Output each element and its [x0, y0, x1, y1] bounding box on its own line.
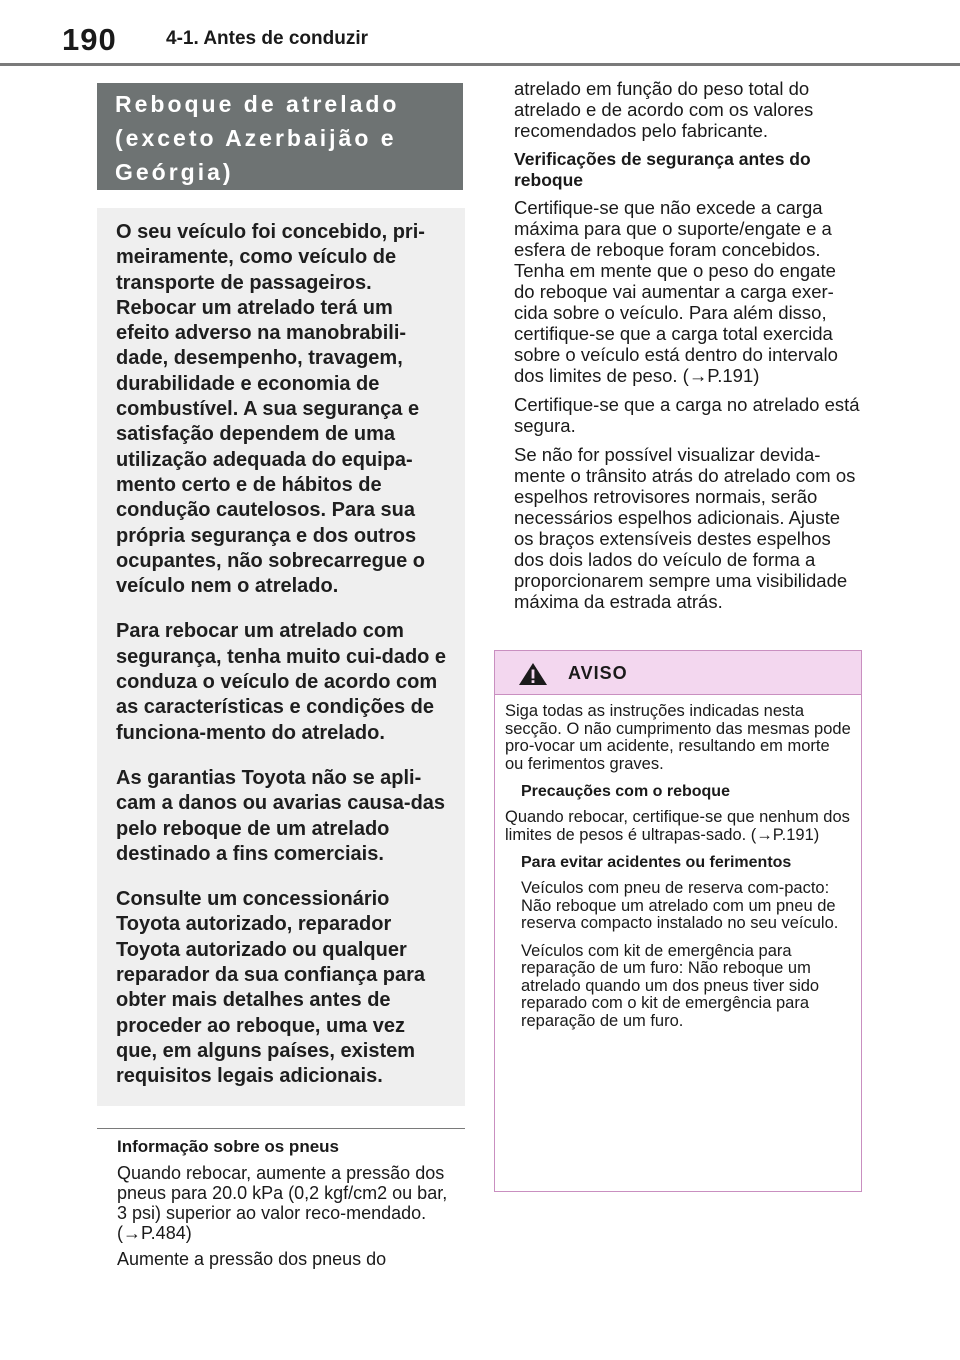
chapter-title-line: Reboque de atrelado — [115, 91, 400, 117]
page-number: 190 — [62, 22, 117, 57]
page-header — [0, 0, 960, 64]
intro-box — [97, 208, 465, 1106]
warning-body — [495, 695, 861, 1030]
tires-paragraph: Quando rebocar, aumente a pressão dos pneus para 20.0 kPa (0,2 kgf/cm2 ou bar, 3 psi) superior ao valor reco-mendado. (→P.484) — [117, 1163, 448, 1243]
body-paragraph: atrelado em função do peso total do atrelado e de acordo com os valores recomendados pelo fabricante. — [514, 78, 814, 141]
warning-triangle-icon — [518, 662, 548, 686]
header-divider — [0, 63, 960, 66]
warning-text: Quando rebocar, certifique-se que nenhum dos limites de pesos é ultrapas-sado. (→P.191) — [505, 808, 850, 844]
intro-paragraph: Consulte um concessionário Toyota autorizado, reparador Toyota autorizado ou qualquer reparador da sua confiança para obter mais detalhes antes de proceder ao reboque, uma vez que, em alguns países, existem requisitos legais adicionais. — [116, 888, 426, 1088]
body-paragraph: Certifique-se que não excede a carga máxima para que o suporte/engate e a esfera de reboque foram concebidos. Tenha em mente que o peso do engate do reboque vai aumentar a carga exer-cida sobre o veículo. Para além disso, certifique-se que a carga total exercida sobre o veículo está dentro do intervalo dos limites de peso. (→P.191) — [514, 197, 838, 386]
tires-section — [117, 1137, 462, 1275]
section-title: 4-1. Antes de conduzir — [166, 28, 368, 49]
warning-title: AVISO — [568, 663, 628, 683]
intro-paragraph: O seu veículo foi concebido, pri-meiramente, como veículo de transporte de passageiros. Rebocar um atrelado terá um efeito adverso na manobrabili-dade, desempenho, travagem, durabilidade e economia de combustível. A sua segurança e satisfação dependem de uma utilização adequada do equipa-mento certo e de hábitos de condução cautelosos. Para sua própria segurança e dos outros ocupantes, não sobrecarregue o veículo nem o atrelado. — [116, 221, 425, 598]
safety-check-heading: Verificações de segurança antes do reboque — [514, 149, 811, 190]
chapter-title-line: Geórgia) — [115, 159, 234, 185]
right-column — [514, 78, 861, 620]
chapter-title-line: (exceto Azerbaijão e — [115, 125, 397, 151]
section-divider — [97, 1128, 465, 1129]
body-paragraph: Certifique-se que a carga no atrelado está segura. — [514, 394, 860, 436]
warning-header — [495, 651, 861, 695]
warning-item: Veículos com kit de emergência para reparação de um furo: Não reboque um atrelado quando um dos pneus tiver sido reparado com o kit de emergência para reparação de um furo. — [521, 941, 820, 1030]
intro-paragraph: Para rebocar um atrelado com segurança, tenha muito cui-dado e conduza o veículo de acordo com as características e condições de funciona-mento do atrelado. — [116, 620, 447, 744]
warning-box — [494, 650, 862, 1192]
warning-subheading: Para evitar acidentes ou ferimentos — [521, 854, 792, 871]
warning-intro: Siga todas as instruções indicadas nesta secção. O não cumprimento das mesmas pode pro-vocar um acidente, resultando em morte ou ferimentos graves. — [505, 702, 851, 773]
chapter-title-box — [97, 83, 463, 190]
tires-paragraph: Aumente a pressão dos pneus do — [117, 1249, 387, 1269]
tires-heading: Informação sobre os pneus — [117, 1137, 339, 1156]
warning-subheading: Precauções com o reboque — [521, 783, 730, 800]
body-paragraph: Se não for possível visualizar devida-mente o trânsito atrás do atrelado com os espelhos retrovisores normais, serão necessários espelhos adicionais. Ajuste os braços extensíveis destes espelhos dos dois lados do veículo de forma a proporcionarem sempre uma visibilidade máxima da estrada atrás. — [514, 444, 856, 612]
warning-item: Veículos com pneu de reserva com-pacto: Não reboque um atrelado com um pneu de reserva compacto instalado no seu veículo. — [521, 879, 839, 932]
intro-paragraph: As garantias Toyota não se apli-cam a danos ou avarias causa-das pelo reboque de um atrelado destinado a fins comerciais. — [116, 766, 446, 865]
